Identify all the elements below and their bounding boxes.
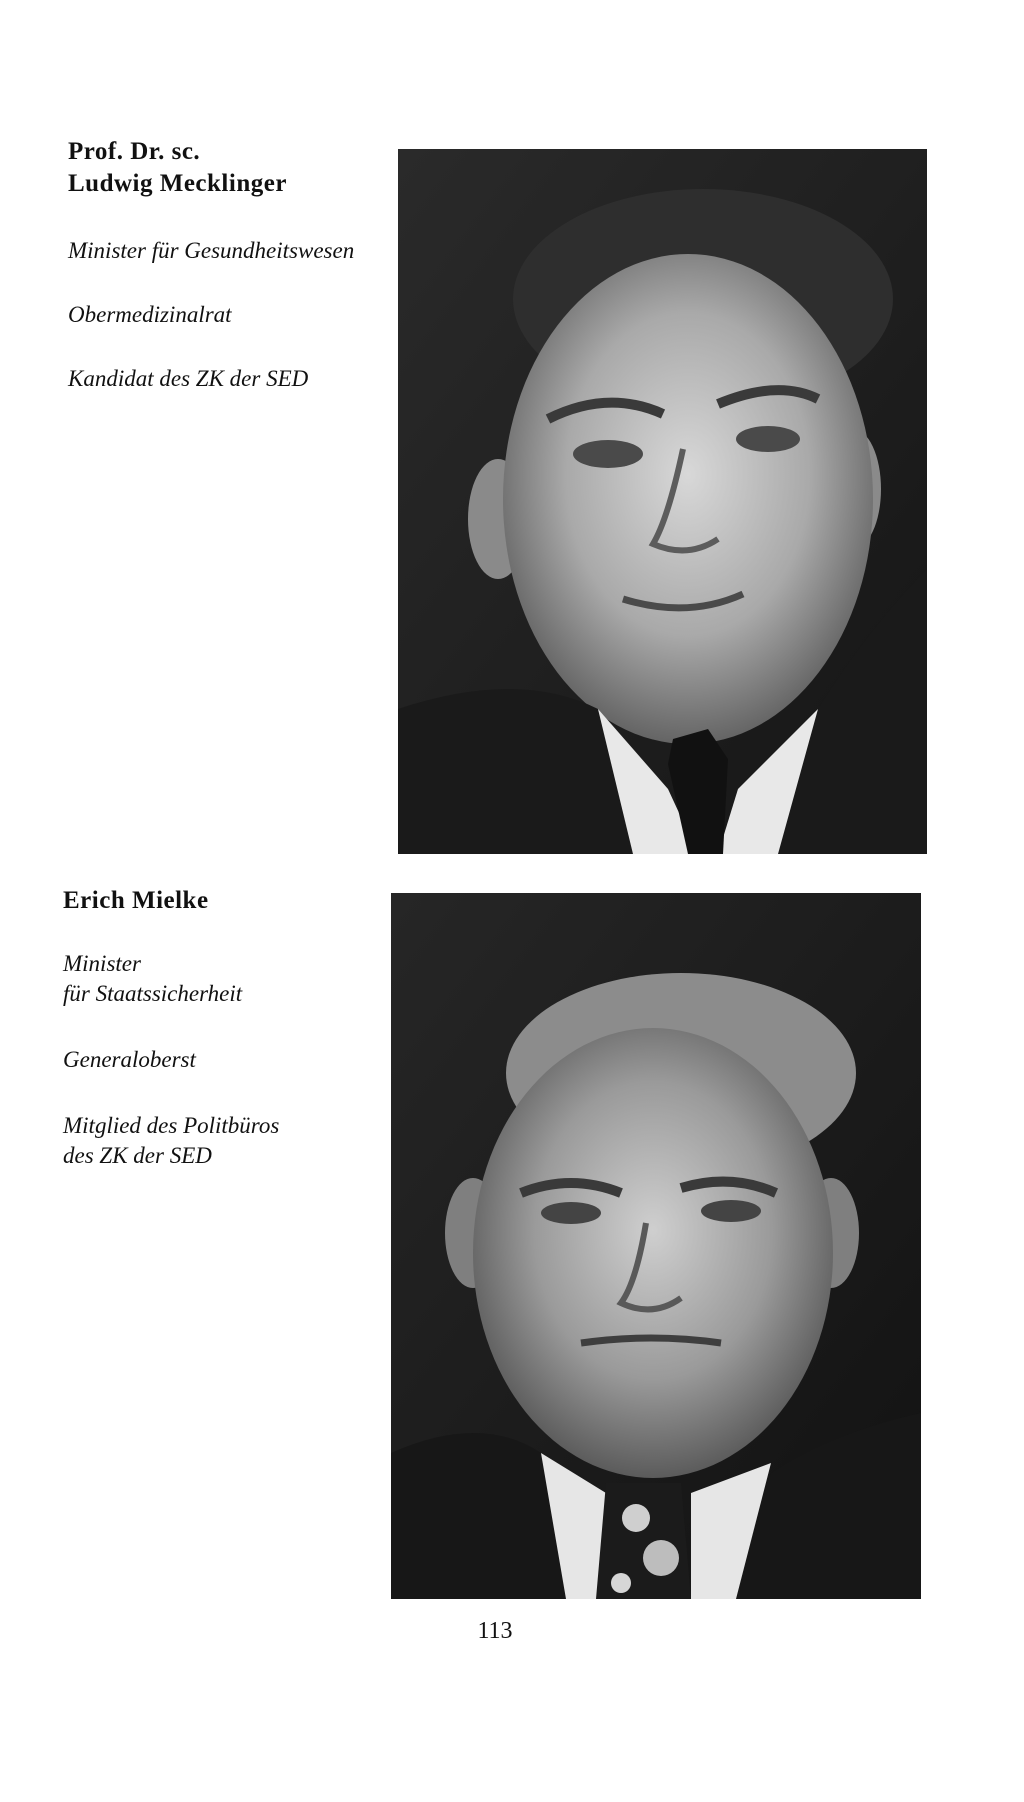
role-line: Obermedizinalrat <box>68 302 232 327</box>
name-title-line: Prof. Dr. sc. <box>68 138 201 165</box>
name-line: Erich Mielke <box>63 887 209 914</box>
portrait-photo-mecklinger <box>398 149 927 854</box>
role-line: Minister <box>63 951 141 976</box>
portrait-photo-mielke <box>391 893 921 1599</box>
role-line: des ZK der SED <box>63 1143 212 1168</box>
name-line: Ludwig Mecklinger <box>68 170 287 197</box>
role-line: Generaloberst <box>63 1047 196 1072</box>
role-line: Mitglied des Politbüros <box>63 1113 280 1138</box>
role-line: Minister für Gesundheitswesen <box>68 238 355 263</box>
role-line: Kandidat des ZK der SED <box>68 366 309 391</box>
role-line: für Staatssicherheit <box>63 981 243 1006</box>
entry-mielke <box>63 885 393 1168</box>
page-number: 113 <box>477 1618 513 1644</box>
